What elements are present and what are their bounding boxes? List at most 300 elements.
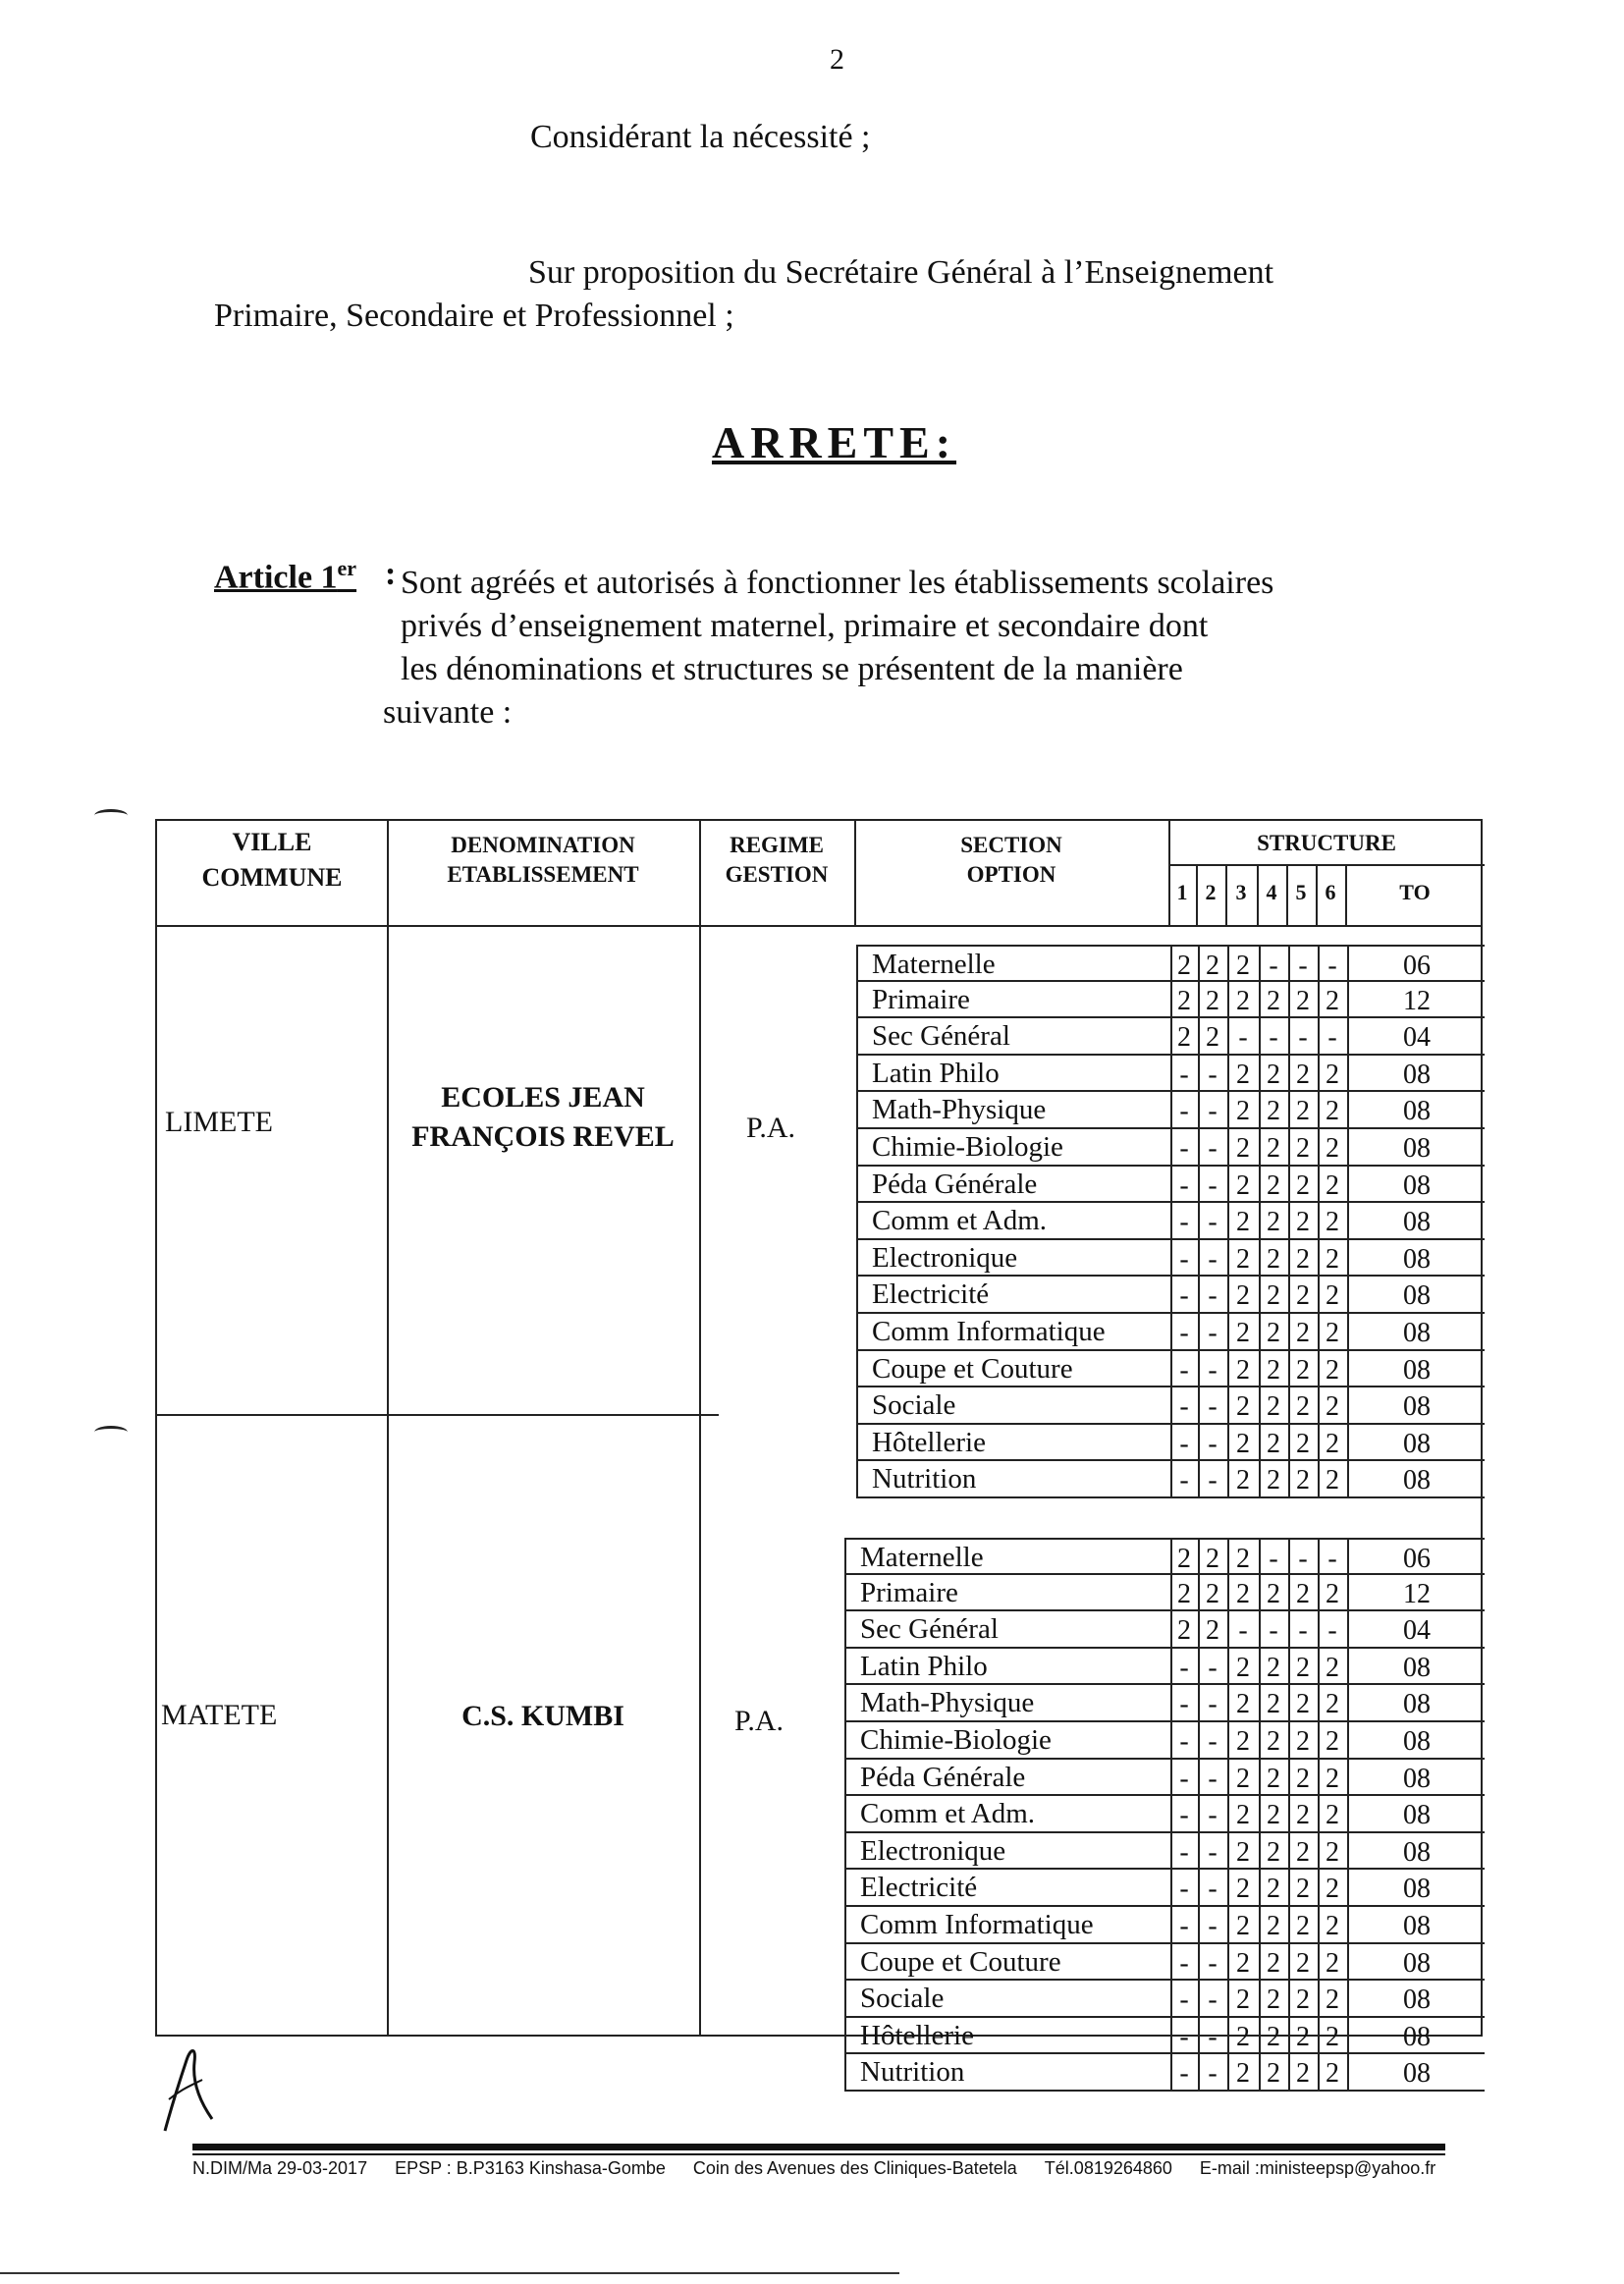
structure-cell: 2: [1267, 1689, 1280, 1720]
header-regime-l1: REGIME: [730, 833, 824, 857]
structure-divider: [1168, 864, 1485, 866]
total-cell: 08: [1403, 1243, 1431, 1275]
structure-cell: 2: [1296, 1096, 1310, 1127]
structure-cell: -: [1179, 1726, 1189, 1757]
article-label-superscript: er: [337, 556, 357, 580]
structure-cell: 2: [1267, 1207, 1280, 1238]
structure-cell: -: [1179, 2021, 1189, 2052]
structure-cell: -: [1179, 1096, 1189, 1127]
structure-cell: 2: [1236, 1800, 1250, 1831]
option-label: Latin Philo: [872, 1057, 1000, 1089]
total-cell: 12: [1403, 985, 1431, 1016]
structure-cell: 2: [1267, 1726, 1280, 1757]
header-ville-l1: VILLE: [232, 828, 312, 856]
structure-cell: 2: [1236, 1652, 1250, 1683]
col-divider: [699, 821, 701, 2035]
total-cell: 08: [1403, 2058, 1431, 2090]
header-denomination-l2: ETABLISSEMENT: [447, 862, 639, 887]
structure-cell: 2: [1267, 1874, 1280, 1905]
structure-cell: 2: [1236, 1544, 1250, 1574]
table-row: [856, 1167, 1485, 1204]
option-label: Primaire: [860, 1576, 958, 1608]
structure-cell: 2: [1326, 1169, 1339, 1201]
total-cell: 08: [1403, 1763, 1431, 1794]
structure-col-1: 1: [1176, 880, 1188, 904]
structure-cell: -: [1179, 1911, 1189, 1941]
structure-cell: 2: [1177, 1578, 1191, 1609]
structure-cell: 2: [1236, 1428, 1250, 1459]
structure-cell: 2: [1267, 985, 1280, 1016]
option-label: Electronique: [872, 1241, 1018, 1274]
structure-cell: 2: [1296, 2021, 1310, 2052]
col-divider: [387, 821, 389, 2035]
structure-cell: 2: [1267, 2058, 1280, 2090]
structure-cell: 2: [1326, 1318, 1339, 1348]
structure-cell: -: [1208, 1354, 1218, 1386]
total-cell: 08: [1403, 1689, 1431, 1720]
option-label: Maternelle: [860, 1542, 984, 1573]
structure-cell: 2: [1236, 1391, 1250, 1423]
header-denomination-l1: DENOMINATION: [451, 833, 635, 857]
structure-cell: -: [1179, 1652, 1189, 1683]
option-label: Nutrition: [872, 1463, 977, 1495]
table-row: [844, 1796, 1485, 1833]
structure-cell: 2: [1236, 2058, 1250, 2090]
structure-cell: 2: [1296, 1428, 1310, 1459]
etablissement-line: ECOLES JEAN: [441, 1081, 645, 1114]
structure-cell: -: [1327, 1022, 1337, 1054]
total-cell: 08: [1403, 1280, 1431, 1312]
structure-cell: -: [1208, 1763, 1218, 1794]
structure-cell: 2: [1267, 1391, 1280, 1423]
structure-cell: 2: [1326, 2058, 1339, 2090]
table-row: [844, 2054, 1485, 2092]
footer-email: E-mail :ministeepsp@yahoo.fr: [1199, 2158, 1436, 2178]
structure-cell: 2: [1326, 1836, 1339, 1868]
structure-cell: 2: [1236, 1947, 1250, 1979]
structure-cell: 2: [1267, 1243, 1280, 1275]
structure-cell: 2: [1296, 1874, 1310, 1905]
article-label: [214, 556, 356, 596]
total-cell: 08: [1403, 1207, 1431, 1238]
structure-cell: 2: [1296, 1354, 1310, 1386]
structure-cell: 2: [1267, 2021, 1280, 2052]
structure-cell: 2: [1296, 1947, 1310, 1979]
structure-cell: 2: [1296, 1578, 1310, 1609]
structure-cell: 2: [1296, 1763, 1310, 1794]
table-row: [856, 1018, 1485, 1056]
structure-cell: -: [1179, 1318, 1189, 1348]
structure-cell: 2: [1326, 1689, 1339, 1720]
structure-col-to: TO: [1399, 880, 1431, 904]
col-divider: [1168, 821, 1170, 925]
option-label: Primaire: [872, 983, 970, 1015]
structure-cell: 2: [1326, 1911, 1339, 1941]
structure-cell: 2: [1206, 1022, 1219, 1054]
structure-cell: 2: [1267, 1059, 1280, 1090]
arrete-title: ARRETE:: [712, 417, 957, 467]
signature: [157, 2040, 226, 2139]
table-row: [844, 1981, 1485, 2018]
article-line: suivante :: [383, 694, 513, 731]
table-row: [844, 1944, 1485, 1982]
header-structure: STRUCTURE: [1257, 831, 1396, 855]
structure-cell: 2: [1326, 1280, 1339, 1312]
structure-cell: -: [1179, 1947, 1189, 1979]
regime-matete: P.A.: [734, 1705, 785, 1737]
structure-cell: 2: [1177, 1022, 1191, 1054]
structure-cell: 2: [1296, 1836, 1310, 1868]
structure-cell: -: [1208, 1985, 1218, 2016]
structure-cell: -: [1208, 1726, 1218, 1757]
structure-cell: 2: [1296, 1391, 1310, 1423]
structure-cell: -: [1269, 1544, 1278, 1574]
structure-cell: -: [1179, 1689, 1189, 1720]
structure-cell: -: [1208, 1911, 1218, 1941]
table-row: [844, 1611, 1485, 1649]
footer-location: Coin des Avenues des Cliniques-Batetela: [692, 2158, 1017, 2178]
structure-cell: 2: [1326, 1354, 1339, 1386]
structure-cell: 2: [1267, 1578, 1280, 1609]
total-cell: 04: [1403, 1022, 1431, 1054]
structure-cell: 2: [1326, 1652, 1339, 1683]
structure-cell: 2: [1236, 1874, 1250, 1905]
structure-cell: 2: [1236, 1318, 1250, 1348]
structure-cell: 2: [1267, 1465, 1280, 1496]
header-section-l1: SECTION: [960, 833, 1062, 857]
structure-cell: 2: [1326, 1059, 1339, 1090]
bottom-rule: [0, 2272, 899, 2274]
total-cell: 08: [1403, 1652, 1431, 1683]
option-label: Latin Philo: [860, 1650, 988, 1682]
structure-col-6: 6: [1325, 880, 1336, 904]
structure-cell: -: [1327, 951, 1337, 981]
structure-cell: 2: [1326, 1947, 1339, 1979]
option-label: Hôtellerie: [860, 2019, 974, 2051]
structure-cell: 2: [1296, 985, 1310, 1016]
schools-table: [155, 819, 1483, 2090]
structure-cell: 2: [1236, 1911, 1250, 1941]
structure-cell: -: [1298, 1544, 1308, 1574]
structure-cell: -: [1298, 1615, 1308, 1647]
structure-cell: 2: [1236, 1836, 1250, 1868]
structure-cell: 2: [1236, 1763, 1250, 1794]
structure-cell: 2: [1326, 1800, 1339, 1831]
structure-cell: 2: [1236, 1465, 1250, 1496]
header-ville-l2: COMMUNE: [201, 863, 343, 892]
structure-cell: 2: [1267, 1133, 1280, 1164]
structure-col-3: 3: [1235, 880, 1247, 904]
structure-cell: -: [1208, 1318, 1218, 1348]
header-ville: [157, 825, 387, 896]
table-row: [856, 1056, 1485, 1093]
structure-cell: 2: [1296, 1911, 1310, 1941]
total-cell: 08: [1403, 1169, 1431, 1201]
structure-cell: 2: [1296, 1652, 1310, 1683]
structure-cell: 2: [1236, 1059, 1250, 1090]
total-cell: 06: [1403, 951, 1431, 981]
structure-cell: -: [1269, 951, 1278, 981]
option-label: Sociale: [872, 1389, 956, 1422]
footer: [192, 2158, 1459, 2179]
option-label: Sec Général: [860, 1613, 999, 1646]
structure-cell: 2: [1296, 1207, 1310, 1238]
table-row: [844, 2018, 1485, 2055]
structure-cell: -: [1208, 2058, 1218, 2090]
total-cell: 08: [1403, 2021, 1431, 2052]
structure-cell: -: [1208, 1243, 1218, 1275]
structure-cell: 2: [1236, 1243, 1250, 1275]
table-row: [844, 1649, 1485, 1686]
structure-col-divider: [1196, 864, 1198, 925]
structure-cell: 2: [1296, 1243, 1310, 1275]
footer-address: EPSP : B.P3163 Kinshasa-Gombe: [395, 2158, 666, 2178]
margin-mark: [94, 1426, 128, 1439]
structure-cell: 2: [1267, 1096, 1280, 1127]
structure-cell: -: [1298, 1022, 1308, 1054]
structure-cell: 2: [1267, 1836, 1280, 1868]
header-regime-l2: GESTION: [725, 862, 829, 887]
structure-cell: 2: [1267, 1280, 1280, 1312]
structure-cell: -: [1179, 1800, 1189, 1831]
option-label: Comm Informatique: [872, 1316, 1106, 1347]
structure-cell: 2: [1296, 1280, 1310, 1312]
structure-cell: 2: [1177, 1544, 1191, 1574]
option-label: Math-Physique: [872, 1094, 1047, 1126]
structure-cell: 2: [1267, 1354, 1280, 1386]
structure-cell: 2: [1267, 1318, 1280, 1348]
structure-cell: 2: [1177, 1615, 1191, 1647]
structure-cell: -: [1179, 1059, 1189, 1090]
structure-cell: -: [1208, 1836, 1218, 1868]
option-label: Hôtellerie: [872, 1426, 986, 1458]
structure-col-divider: [1225, 864, 1227, 925]
structure-cell: -: [1179, 1391, 1189, 1423]
structure-cell: -: [1269, 1022, 1278, 1054]
structure-cell: 2: [1326, 1726, 1339, 1757]
structure-cell: -: [1208, 1689, 1218, 1720]
structure-cell: -: [1179, 1133, 1189, 1164]
table-row: [844, 1722, 1485, 1760]
structure-cell: -: [1179, 1280, 1189, 1312]
table-row: [856, 1387, 1485, 1425]
option-label: Electricité: [860, 1872, 978, 1904]
group-divider: [157, 1414, 719, 1416]
article-body: [383, 562, 1412, 734]
structure-cell: 2: [1326, 1874, 1339, 1905]
structure-cell: -: [1179, 1874, 1189, 1905]
structure-cell: 2: [1296, 2058, 1310, 2090]
option-label: Chimie-Biologie: [860, 1724, 1052, 1756]
total-cell: 06: [1403, 1544, 1431, 1574]
structure-cell: 2: [1267, 1911, 1280, 1941]
option-label: Comm et Adm.: [872, 1205, 1048, 1237]
structure-cell: 2: [1236, 1689, 1250, 1720]
structure-cell: 2: [1177, 951, 1191, 981]
structure-cell: -: [1208, 1133, 1218, 1164]
total-cell: 08: [1403, 1391, 1431, 1423]
structure-cell: -: [1208, 2021, 1218, 2052]
table-header: [157, 821, 1481, 927]
option-label: Sec Général: [872, 1020, 1010, 1053]
option-label: Péda Générale: [860, 1761, 1026, 1793]
structure-cell: 2: [1296, 1465, 1310, 1496]
total-cell: 08: [1403, 1428, 1431, 1459]
footer-phone: Tél.0819264860: [1044, 2158, 1172, 2178]
structure-cell: -: [1208, 1652, 1218, 1683]
structure-cell: 2: [1267, 1985, 1280, 2016]
etablissement-line: FRANÇOIS REVEL: [411, 1120, 675, 1153]
structure-cell: 2: [1326, 985, 1339, 1016]
page-number: 2: [830, 43, 844, 76]
structure-cell: 2: [1236, 1096, 1250, 1127]
structure-cell: 2: [1177, 985, 1191, 1016]
footer-rule-thin: [192, 2153, 1445, 2155]
table-row: [856, 1092, 1485, 1129]
structure-cell: -: [1179, 1243, 1189, 1275]
option-label: Péda Générale: [872, 1168, 1038, 1200]
structure-cell: -: [1208, 1874, 1218, 1905]
header-section: [854, 831, 1168, 890]
structure-cell: 2: [1326, 1985, 1339, 2016]
table-row: [856, 1203, 1485, 1240]
option-label: Nutrition: [860, 2056, 965, 2089]
regime-limete: P.A.: [746, 1112, 796, 1144]
option-label: Comm Informatique: [860, 1909, 1094, 1940]
structure-cell: -: [1179, 1207, 1189, 1238]
structure-cell: 2: [1236, 2021, 1250, 2052]
structure-cell: 2: [1326, 1465, 1339, 1496]
structure-cell: 2: [1236, 1578, 1250, 1609]
total-cell: 08: [1403, 1354, 1431, 1386]
total-cell: 08: [1403, 1874, 1431, 1905]
table-row: [856, 1277, 1485, 1314]
structure-cell: 2: [1267, 1947, 1280, 1979]
table-row: [844, 1907, 1485, 1944]
structure-cell: 2: [1326, 1578, 1339, 1609]
total-cell: 08: [1403, 1985, 1431, 2016]
structure-cell: -: [1208, 1800, 1218, 1831]
structure-cell: -: [1179, 2058, 1189, 2090]
margin-mark: [94, 809, 128, 822]
structure-col-divider: [1345, 864, 1347, 925]
article-line: privés d’enseignement maternel, primaire et secondaire dont: [401, 608, 1209, 644]
header-section-l2: OPTION: [966, 862, 1056, 887]
total-cell: 08: [1403, 1726, 1431, 1757]
total-cell: 08: [1403, 1318, 1431, 1348]
structure-cell: 2: [1267, 1763, 1280, 1794]
option-label: Electricité: [872, 1278, 990, 1311]
table-row: [856, 1461, 1485, 1498]
table-row: [844, 1833, 1485, 1871]
structure-cell: 2: [1236, 1169, 1250, 1201]
structure-cell: 2: [1236, 1280, 1250, 1312]
table-row: [844, 1575, 1485, 1612]
structure-cell: -: [1179, 1763, 1189, 1794]
structure-cell: 2: [1326, 1243, 1339, 1275]
total-cell: 08: [1403, 1133, 1431, 1164]
structure-cell: 2: [1206, 951, 1219, 981]
structure-cell: -: [1208, 1947, 1218, 1979]
structure-cell: -: [1208, 1096, 1218, 1127]
structure-cell: 2: [1296, 1985, 1310, 2016]
structure-col-2: 2: [1205, 880, 1217, 904]
table-row: [856, 1425, 1485, 1462]
structure-cell: -: [1179, 1465, 1189, 1496]
total-cell: 08: [1403, 1911, 1431, 1941]
structure-cell: 2: [1267, 1428, 1280, 1459]
proposition-line-1: Sur proposition du Secrétaire Général à l’Enseignement: [528, 254, 1274, 291]
structure-cell: 2: [1267, 1169, 1280, 1201]
option-label: Chimie-Biologie: [872, 1131, 1063, 1163]
structure-cell: 2: [1236, 1133, 1250, 1164]
structure-cell: 2: [1326, 1133, 1339, 1164]
structure-cell: -: [1208, 1428, 1218, 1459]
structure-cell: 2: [1326, 1763, 1339, 1794]
table-row: [856, 1314, 1485, 1351]
article-line: les dénominations et structures se présentent de la manière: [401, 651, 1183, 687]
structure-cell: -: [1269, 1615, 1278, 1647]
header-denomination: [387, 831, 699, 890]
table-row: [844, 1870, 1485, 1907]
option-label: Comm et Adm.: [860, 1798, 1036, 1830]
article-line: Sont agréés et autorisés à fonctionner les établissements scolaires: [401, 565, 1274, 601]
table-row: [856, 1351, 1485, 1388]
considerant-text: Considérant la nécessité ;: [530, 119, 871, 155]
structure-cell: -: [1208, 1059, 1218, 1090]
structure-cell: 2: [1206, 1578, 1219, 1609]
table-row: [844, 1685, 1485, 1722]
structure-col-divider: [1257, 864, 1259, 925]
structure-cell: -: [1179, 1428, 1189, 1459]
table-row: [844, 1760, 1485, 1797]
commune-limete: LIMETE: [165, 1106, 273, 1138]
structure-cell: 2: [1236, 951, 1250, 981]
structure-cell: 2: [1296, 1726, 1310, 1757]
structure-cell: 2: [1236, 985, 1250, 1016]
structure-cell: -: [1327, 1615, 1337, 1647]
structure-cell: -: [1238, 1615, 1248, 1647]
structure-col-divider: [1286, 864, 1288, 925]
option-label: Electronique: [860, 1834, 1006, 1867]
structure-cell: -: [1208, 1207, 1218, 1238]
structure-cell: 2: [1296, 1318, 1310, 1348]
structure-cell: -: [1208, 1280, 1218, 1312]
structure-cell: 2: [1206, 1615, 1219, 1647]
total-cell: 08: [1403, 1947, 1431, 1979]
structure-cell: 2: [1326, 1391, 1339, 1423]
option-label: Sociale: [860, 1983, 945, 2015]
structure-col-4: 4: [1266, 880, 1277, 904]
structure-cell: 2: [1296, 1800, 1310, 1831]
footer-rule: [192, 2144, 1445, 2150]
structure-cell: 2: [1267, 1800, 1280, 1831]
article-label-text: Article 1: [214, 559, 338, 596]
structure-cell: -: [1179, 1836, 1189, 1868]
total-cell: 08: [1403, 1096, 1431, 1127]
option-label: Math-Physique: [860, 1687, 1035, 1719]
structure-cell: 2: [1296, 1689, 1310, 1720]
structure-cell: 2: [1326, 1428, 1339, 1459]
total-cell: 08: [1403, 1800, 1431, 1831]
structure-cell: 2: [1236, 1354, 1250, 1386]
table-row: [856, 945, 1485, 982]
structure-cell: -: [1179, 1169, 1189, 1201]
total-cell: 12: [1403, 1578, 1431, 1609]
structure-cell: -: [1179, 1354, 1189, 1386]
col-divider: [854, 821, 856, 925]
total-cell: 04: [1403, 1615, 1431, 1647]
